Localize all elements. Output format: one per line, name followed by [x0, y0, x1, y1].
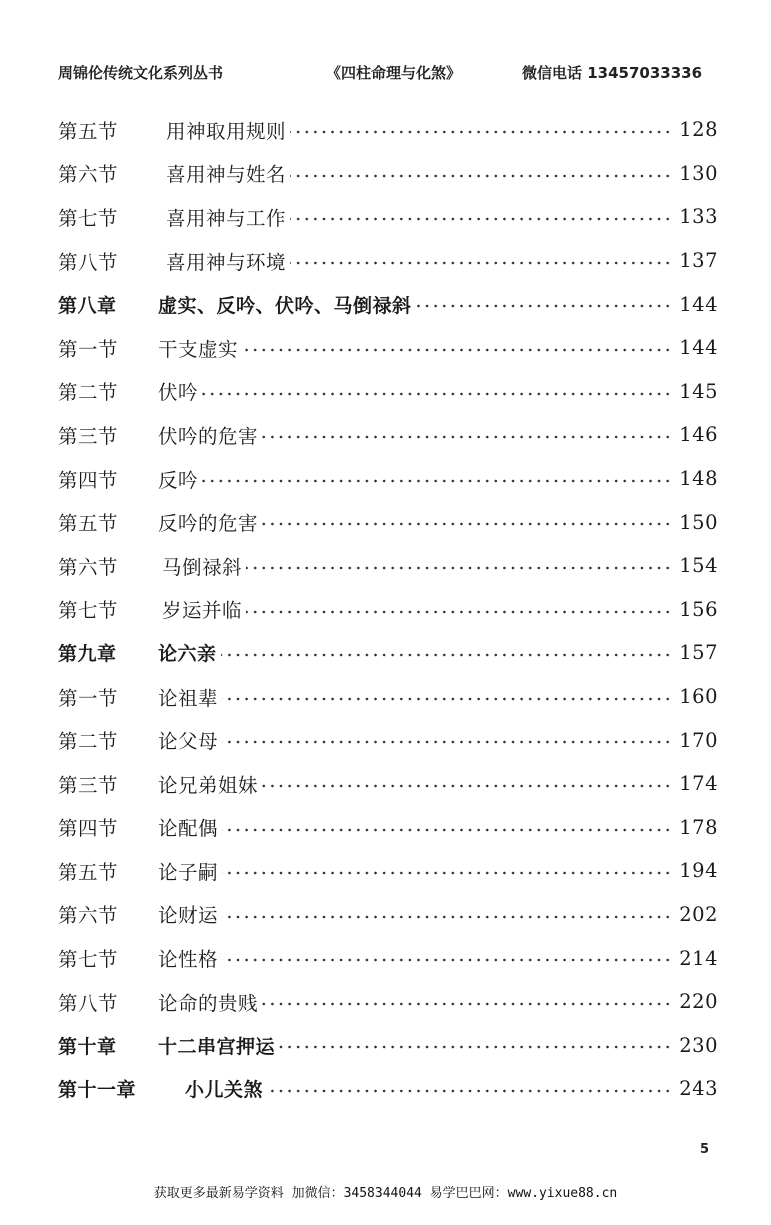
toc-page-number: 194 — [679, 859, 718, 883]
toc-section-row — [58, 588, 718, 632]
toc-section-row — [58, 326, 718, 370]
toc-page-number: 148 — [679, 467, 718, 491]
toc-label: 第一节 — [58, 337, 119, 361]
toc-title: 十二串宫押运 — [158, 1032, 277, 1059]
toc-label: 第七节 — [58, 599, 119, 623]
toc-leader-dots — [222, 867, 672, 879]
toc-section-row — [58, 849, 718, 893]
toc-page-number: 157 — [679, 641, 718, 665]
toc-chapter-row — [58, 631, 718, 675]
toc-label: 第二节 — [58, 381, 119, 405]
toc-page-number: 145 — [679, 379, 718, 403]
toc-section-row — [58, 500, 718, 544]
toc-title: 论性格 — [158, 944, 220, 972]
toc-page-number: 220 — [679, 990, 718, 1014]
toc-page-number: 130 — [679, 161, 718, 185]
toc-leader-dots — [267, 1085, 672, 1097]
toc-section-row — [58, 239, 718, 283]
toc-title: 论祖辈 — [158, 683, 220, 711]
toc-leader-dots — [262, 780, 672, 792]
series-name: 周锦伦传统文化系列丛书 — [58, 64, 224, 82]
toc-title: 马倒禄斜 — [162, 552, 244, 580]
toc-leader-dots — [246, 562, 672, 574]
toc-title: 论子嗣 — [158, 857, 220, 885]
toc-page-number: 230 — [679, 1033, 718, 1057]
toc-section-row — [58, 457, 718, 501]
toc-title: 论命的贵贱 — [158, 988, 260, 1016]
toc-section-row — [58, 152, 718, 196]
toc-label: 第四节 — [58, 468, 119, 492]
toc-title: 论父母 — [158, 726, 220, 754]
toc-label: 第九章 — [58, 643, 117, 666]
toc-label: 第六节 — [58, 163, 119, 187]
toc-leader-dots — [262, 998, 672, 1010]
toc-title: 反吟的危害 — [158, 508, 260, 536]
toc-label: 第十章 — [58, 1035, 117, 1058]
toc-label: 第十一章 — [58, 1079, 137, 1102]
toc-label: 第五节 — [58, 860, 119, 884]
toc-leader-dots — [416, 300, 672, 312]
toc-title: 喜用神与环境 — [166, 247, 288, 275]
toc-title: 喜用神与工作 — [166, 203, 288, 231]
toc-leader-dots — [290, 170, 672, 182]
toc-page-number: 146 — [679, 423, 718, 447]
toc-label: 第七节 — [58, 948, 119, 972]
toc-page-number: 144 — [679, 292, 718, 316]
toc-title: 小儿关煞 — [185, 1075, 265, 1102]
toc-label: 第二节 — [58, 730, 119, 754]
toc-page-number: 178 — [679, 815, 718, 839]
toc-leader-dots — [262, 431, 672, 443]
toc-chapter-row — [58, 282, 718, 326]
toc-page-number: 202 — [679, 902, 718, 926]
toc-label: 第八节 — [58, 250, 119, 274]
toc-section-row — [58, 544, 718, 588]
toc-leader-dots — [222, 824, 672, 836]
toc-label: 第七节 — [58, 206, 119, 230]
contact-info: 微信电话 13457033336 — [522, 64, 703, 82]
toc-leader-dots — [290, 126, 672, 138]
toc-section-row — [58, 893, 718, 937]
table-of-contents — [58, 108, 718, 1111]
toc-leader-dots — [290, 257, 672, 269]
toc-page-number: 154 — [679, 554, 718, 578]
book-title: 《四柱命理与化煞》 — [326, 64, 462, 82]
toc-leader-dots — [202, 475, 672, 487]
toc-section-row — [58, 413, 718, 457]
toc-label: 第六节 — [58, 555, 119, 579]
toc-label: 第四节 — [58, 817, 119, 841]
toc-page-number: 170 — [679, 728, 718, 752]
toc-leader-dots — [221, 649, 672, 661]
toc-section-row — [58, 936, 718, 980]
footer-note: 获取更多最新易学资料 加微信：3458344044 易学巴巴网：www.yixue88.cn — [153, 1186, 618, 1201]
toc-label: 第三节 — [58, 424, 119, 448]
toc-section-row — [58, 195, 718, 239]
toc-page-number: 214 — [679, 946, 718, 970]
toc-leader-dots — [222, 693, 672, 705]
toc-page-number: 137 — [679, 249, 718, 273]
toc-page-number: 144 — [679, 336, 718, 360]
toc-section-row — [58, 675, 718, 719]
toc-label: 第八节 — [58, 991, 119, 1015]
toc-leader-dots — [222, 954, 672, 966]
toc-title: 反吟 — [158, 465, 200, 493]
toc-label: 第八章 — [58, 294, 117, 317]
toc-title: 论兄弟姐妹 — [158, 770, 260, 798]
toc-page-number: 160 — [679, 685, 718, 709]
toc-section-row — [58, 806, 718, 850]
toc-label: 第五节 — [58, 119, 119, 143]
toc-leader-dots — [242, 344, 672, 356]
toc-leader-dots — [202, 388, 672, 400]
toc-page-number: 243 — [679, 1077, 718, 1101]
toc-label: 第一节 — [58, 686, 119, 710]
toc-title: 论财运 — [158, 900, 220, 928]
toc-label: 第五节 — [58, 512, 119, 536]
toc-title: 喜用神与姓名 — [166, 159, 288, 187]
toc-section-row — [58, 980, 718, 1024]
toc-chapter-row — [58, 1067, 718, 1111]
toc-page-number: 174 — [679, 772, 718, 796]
toc-title: 伏吟的危害 — [158, 421, 260, 449]
toc-title: 伏吟 — [158, 377, 200, 405]
toc-title: 论配偶 — [158, 813, 220, 841]
toc-title: 论六亲 — [158, 639, 219, 666]
toc-section-row — [58, 718, 718, 762]
toc-leader-dots — [246, 606, 672, 618]
toc-leader-dots — [279, 1041, 672, 1053]
toc-chapter-row — [58, 1023, 718, 1067]
toc-leader-dots — [262, 518, 672, 530]
toc-section-row — [58, 108, 718, 152]
toc-section-row — [58, 762, 718, 806]
toc-title: 干支虚实 — [158, 334, 240, 362]
toc-title: 岁运并临 — [162, 595, 244, 623]
toc-page-number: 133 — [679, 205, 718, 229]
toc-page-number: 156 — [679, 597, 718, 621]
page-number: 5 — [700, 1142, 710, 1157]
toc-leader-dots — [222, 911, 672, 923]
toc-page-number: 150 — [679, 510, 718, 534]
toc-page-number: 128 — [679, 118, 718, 142]
toc-leader-dots — [290, 213, 672, 225]
toc-leader-dots — [222, 736, 672, 748]
toc-label: 第六节 — [58, 904, 119, 928]
toc-title: 虚实、反吟、伏吟、马倒禄斜 — [158, 291, 414, 318]
running-header — [58, 62, 721, 86]
toc-section-row — [58, 370, 718, 414]
toc-label: 第三节 — [58, 773, 119, 797]
toc-title: 用神取用规则 — [166, 116, 288, 144]
